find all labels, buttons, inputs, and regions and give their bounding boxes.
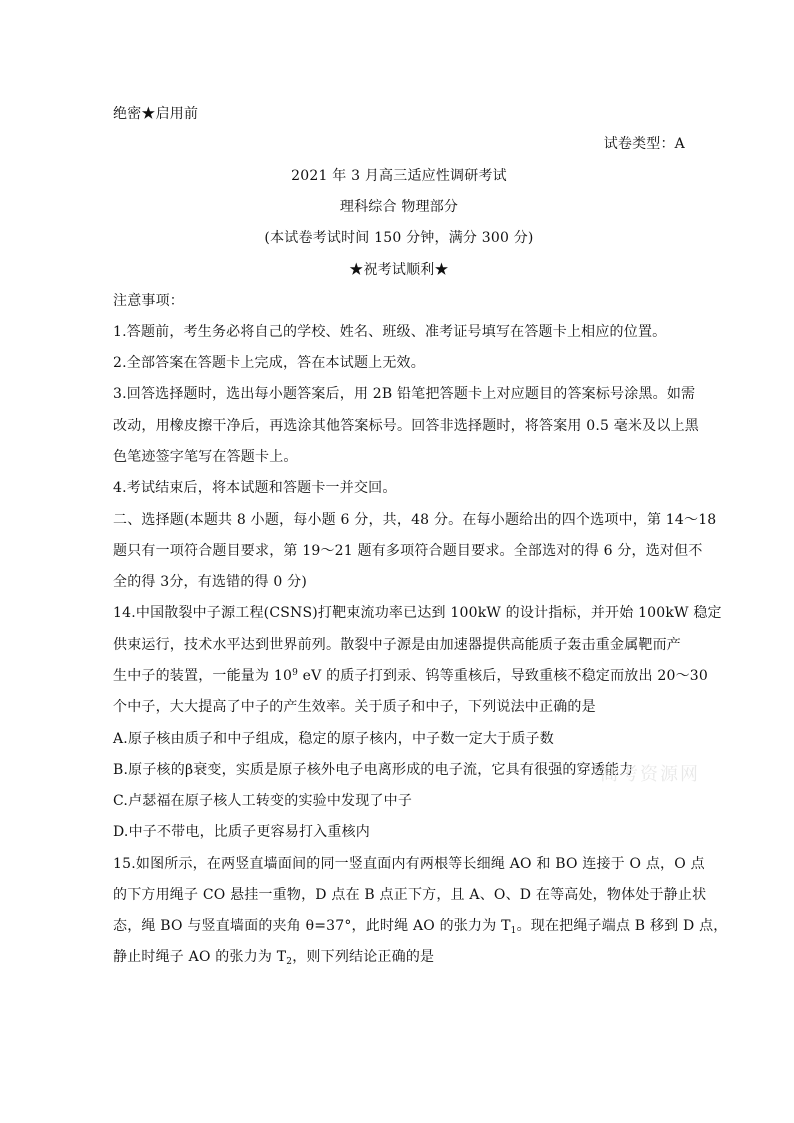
- paper-type: 试卷类型：A: [603, 136, 685, 152]
- section-2-line-1: 二、选择题(本题共 8 小题，每小题 6 分，共，48 分。在每小题给出的四个选项中，第 14～18: [113, 512, 717, 528]
- q14-line-4: 个中子，大大提高了中子的产生效率。关于质子和中子，下列说法中正确的是: [113, 699, 596, 715]
- wish-line: ★祝考试顺利★: [349, 262, 449, 278]
- notice-heading: 注意事项：: [113, 293, 184, 309]
- time-score: (本试卷考试时间 150 分钟，满分 300 分): [264, 230, 534, 246]
- watermark: 高考资源网: [600, 764, 700, 785]
- notice-item-3-line-1: 3.回答选择题时，选出每小题答案后，用 2B 铅笔把答题卡上对应题目的答案标号涂黑。如需: [113, 386, 696, 402]
- q15-line-4: 静止时绳子 AO 的张力为 $T_2$，则下列结论正确的是: [113, 949, 435, 967]
- q14-line-1: 14.中国散裂中子源工程(CSNS)打靶束流功率已达到 100kW 的设计指标，并开始 100kW 稳定: [113, 605, 722, 621]
- notice-item-2: 2.全部答案在答题卡上完成，答在本试题上无效。: [113, 355, 425, 371]
- notice-item-3-line-2: 改动，用橡皮擦干净后，再选涂其他答案标号。回答非选择题时，将答案用 0.5 毫米及以上黑: [113, 418, 699, 434]
- exam-title: 2021 年 3 月高三适应性调研考试: [291, 168, 507, 184]
- q14-option-b: B.原子核的β衰变，实质是原子核外电子电离形成的电子流，它具有很强的穿透能力: [113, 762, 634, 778]
- notice-item-4: 4.考试结束后，将本试题和答题卡一并交回。: [113, 480, 397, 496]
- notice-item-3-line-3: 色笔迹签字笔写在答题卡上。: [113, 449, 298, 465]
- q14-line-2: 供束运行，技术水平达到世界前列。散裂中子源是由加速器提供高能质子轰击重金属靶而产: [113, 637, 681, 653]
- q14-option-d: D.中子不带电，比质子更容易打入重核内: [113, 824, 370, 840]
- q14-option-a: A.原子核由质子和中子组成，稳定的原子核内，中子数一定大于质子数: [113, 731, 554, 747]
- q15-line-3: 态，绳 BO 与竖直墙面的夹角 θ=37°，此时绳 AO 的张力为 $T_1$。现在把绳子端点 B 移到 D 点，: [113, 918, 728, 936]
- section-2-line-3: 全的得 3分，有选错的得 0 分): [113, 574, 308, 590]
- secret-mark: 绝密★启用前: [113, 106, 199, 122]
- q15-line-2: 的下方用绳子 CO 悬挂一重物，D 点在 B 点正下方，且 A、O、D 在等高处，物体处于静止状: [113, 887, 707, 903]
- exponent: 9: [292, 668, 299, 678]
- q14-line-3: 生中子的装置，一能量为 $10^9$ eV 的质子打到汞、钨等重核后，导致重核不稳定而放出 20～30: [113, 668, 708, 684]
- q14-option-c: C.卢瑟福在原子核人工转变的实验中发现了中子: [113, 793, 413, 809]
- subject-title: 理科综合 物理部分: [339, 199, 459, 215]
- section-2-line-2: 题只有一项符合题目要求，第 19～21 题有多项符合题目要求。全部选对的得 6 分，选对但不: [113, 543, 703, 559]
- q15-line-1: 15.如图所示，在两竖直墙面间的同一竖直面内有两根等长细绳 AO 和 BO 连接于 O 点，O 点: [113, 856, 705, 872]
- notice-item-1: 1.答题前，考生务必将自己的学校、姓名、班级、准考证号填写在答题卡上相应的位置。: [113, 324, 667, 340]
